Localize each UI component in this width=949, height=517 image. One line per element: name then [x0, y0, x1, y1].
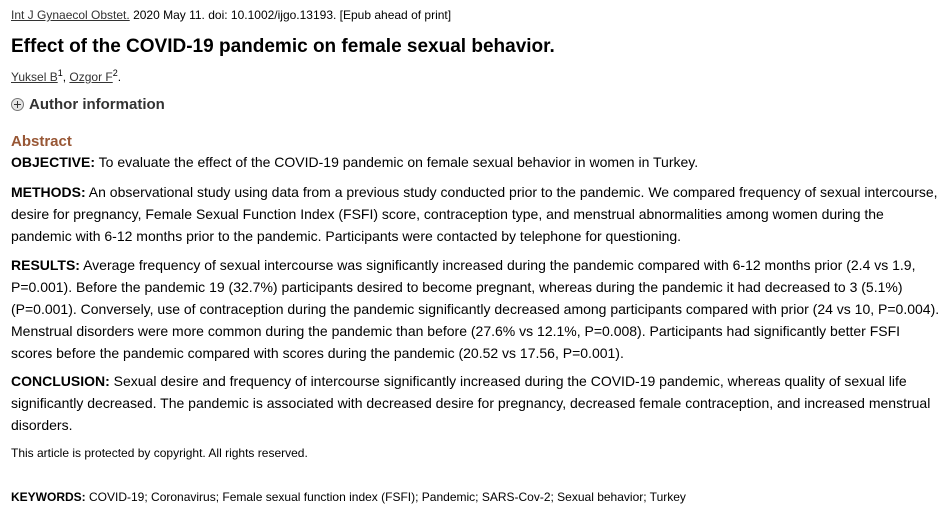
author-list: Yuksel $B^1$, Ozgor $F^2$.: [11, 68, 122, 84]
author-affiliation-number: 2: [112, 68, 118, 78]
expand-plus-icon[interactable]: [11, 98, 24, 111]
section-label: OBJECTIVE:: [11, 154, 96, 170]
section-label: CONCLUSION:: [11, 373, 110, 389]
author-information-toggle[interactable]: [11, 96, 165, 113]
author-information-label: Author information: [29, 96, 165, 113]
abstract-conclusion: [11, 370, 941, 436]
author-link[interactable]: Ozgor F: [69, 70, 113, 84]
section-text: Sexual desire and frequency of intercourse significantly increased during the COVID-19 pandemic, whereas quality of sexual life significantly decreased. The pandemic is associated with decreased desire for pregnancy, decreased female contraception, and increased menstrual disorders.: [11, 373, 931, 433]
keywords-text: COVID-19; Coronavirus; Female sexual function index (FSFI); Pandemic; SARS-Cov-2; Sexual behavior; Turkey: [85, 490, 686, 504]
abstract-methods: [11, 181, 941, 247]
section-label: RESULTS:: [11, 257, 80, 273]
citation-details: 2020 May 11. doi: 10.1002/ijgo.13193. [Epub ahead of print]: [129, 8, 452, 22]
section-text: To evaluate the effect of the COVID-19 pandemic on female sexual behavior in women in Turkey.: [95, 154, 699, 170]
abstract-results: [11, 254, 941, 364]
journal-link[interactable]: Int J Gynaecol Obstet.: [11, 8, 130, 22]
keywords-label: KEYWORDS:: [11, 490, 86, 504]
author-affiliation-number: 1: [57, 68, 63, 78]
copyright-notice: This article is protected by copyright. All rights reserved.: [11, 446, 308, 460]
author-link[interactable]: Yuksel B: [11, 70, 58, 84]
abstract-heading: Abstract: [11, 133, 72, 150]
section-text: An observational study using data from a previous study conducted prior to the pandemic. We compared frequency of sexual intercourse, desire for pregnancy, Female Sexual Function Index (FSFI) score, contraception type, and menstrual abnormalities among women during the pandemic with 6-12 months prior to the pandemic. Participants were contacted by telephone for questioning.: [11, 184, 938, 244]
abstract-objective: [11, 151, 941, 173]
section-label: METHODS:: [11, 184, 86, 200]
citation-line: [11, 8, 451, 22]
section-text: Average frequency of sexual intercourse was significantly increased during the pandemic compared with 6-12 months prior (2.4 vs 1.9, P=0.001). Before the pandemic 19 (32.7%) participants desired to become pregnant, whereas during the pandemic it had decreased to 3 (5.1%) (P=0.001). Conversely, use of contraception during the pandemic significantly decreased among participants compared with prior (24 vs 10, P=0.004). Menstrual disorders were more common during the pandemic than before (27.6% vs 12.1%, P=0.008). Participants had significantly better FSFI scores before the pandemic compared with scores during the pandemic (20.52 vs 17.56, P=0.001).: [11, 257, 940, 361]
article-title: Effect of the COVID-19 pandemic on female sexual behavior.: [11, 36, 555, 57]
keywords-line: [11, 490, 686, 504]
